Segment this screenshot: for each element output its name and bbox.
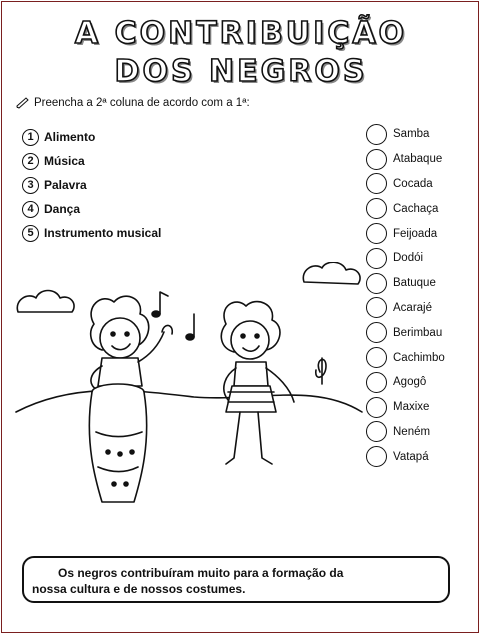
second-column-item: [366, 196, 445, 221]
cloud-right-icon: [303, 262, 360, 284]
title-line-2: DOS NEGROS: [114, 54, 368, 89]
footer-line-1: Os negros contribuíram muito para a formação da: [58, 566, 344, 580]
number-badge: 2: [22, 153, 39, 170]
second-column-item: [366, 122, 445, 147]
second-column-label: Vatapá: [393, 450, 429, 463]
first-column-label: Palavra: [44, 178, 87, 192]
first-column-item: [22, 149, 161, 173]
second-column-item: [366, 395, 445, 420]
girl-top: [234, 362, 268, 386]
children-drum-illustration: [14, 262, 364, 522]
second-column-label: Cachaça: [393, 202, 439, 215]
first-column-label: Música: [44, 154, 85, 168]
second-column-label: Dodói: [393, 252, 424, 265]
answer-circle[interactable]: [366, 297, 387, 318]
boy-shirt: [98, 358, 142, 386]
first-column-label: Instrumento musical: [44, 226, 162, 240]
second-column-item: [366, 370, 445, 395]
answer-circle[interactable]: [366, 397, 387, 418]
second-column-item: [366, 345, 445, 370]
answer-circle[interactable]: [366, 421, 387, 442]
second-column: [366, 122, 445, 469]
second-column-item: [366, 320, 445, 345]
second-column-label: Cachimbo: [393, 351, 445, 364]
answer-circle[interactable]: [366, 124, 387, 145]
answer-circle[interactable]: [366, 149, 387, 170]
first-column-item: [22, 125, 161, 149]
first-column-item: [22, 221, 161, 245]
music-note-icon: [152, 292, 168, 317]
cloud-left-icon: [17, 291, 74, 313]
second-column-label: Neném: [393, 425, 431, 438]
second-column-item: [366, 296, 445, 321]
second-column-label: Samba: [393, 128, 430, 141]
footer-note: [22, 556, 450, 603]
second-column-item: [366, 221, 445, 246]
second-column-label: Atabaque: [393, 153, 443, 166]
hill-outline: [16, 390, 362, 412]
first-column-label: Alimento: [44, 130, 96, 144]
answer-circle[interactable]: [366, 198, 387, 219]
answer-circle[interactable]: [366, 223, 387, 244]
treble-clef-icon: [316, 358, 326, 384]
girl-skirt: [226, 386, 276, 412]
number-badge: 1: [22, 129, 39, 146]
title-line-1: A CONTRIBUIÇÃO: [74, 16, 408, 51]
second-column-label: Agogô: [393, 376, 427, 389]
second-column-label: Feijoada: [393, 227, 438, 240]
instruction: [16, 97, 250, 109]
answer-circle[interactable]: [366, 446, 387, 467]
first-column: [22, 125, 161, 245]
second-column-label: Cocada: [393, 177, 433, 190]
number-badge: 5: [22, 225, 39, 242]
footer-line-2: nossa cultura e de nossos costumes.: [32, 582, 246, 596]
first-column-label: Dança: [44, 202, 81, 216]
second-column-item: [366, 271, 445, 296]
answer-circle[interactable]: [366, 173, 387, 194]
first-column-item: [22, 197, 161, 221]
answer-circle[interactable]: [366, 347, 387, 368]
second-column-label: Maxixe: [393, 401, 430, 414]
answer-circle[interactable]: [366, 372, 387, 393]
answer-circle[interactable]: [366, 322, 387, 343]
answer-circle[interactable]: [366, 273, 387, 294]
second-column-item: [366, 444, 445, 469]
boy-raised-arm: [138, 332, 164, 362]
instruction-text: Preencha a 2ª coluna de acordo com a 1ª:: [34, 97, 250, 109]
answer-circle[interactable]: [366, 248, 387, 269]
second-column-item: [366, 246, 445, 271]
second-column-label: Batuque: [393, 277, 436, 290]
girl-face: [231, 321, 269, 359]
pencil-icon: [16, 97, 30, 109]
music-note-icon: [186, 314, 194, 340]
drum-body: [89, 392, 146, 502]
first-column-item: [22, 173, 161, 197]
second-column-item: [366, 172, 445, 197]
second-column-label: Acarajé: [393, 301, 432, 314]
second-column-item: [366, 420, 445, 445]
number-badge: 4: [22, 201, 39, 218]
second-column-item: [366, 147, 445, 172]
girl-legs: [226, 412, 272, 464]
number-badge: 3: [22, 177, 39, 194]
boy-face: [100, 318, 140, 358]
second-column-label: Berimbau: [393, 326, 443, 339]
